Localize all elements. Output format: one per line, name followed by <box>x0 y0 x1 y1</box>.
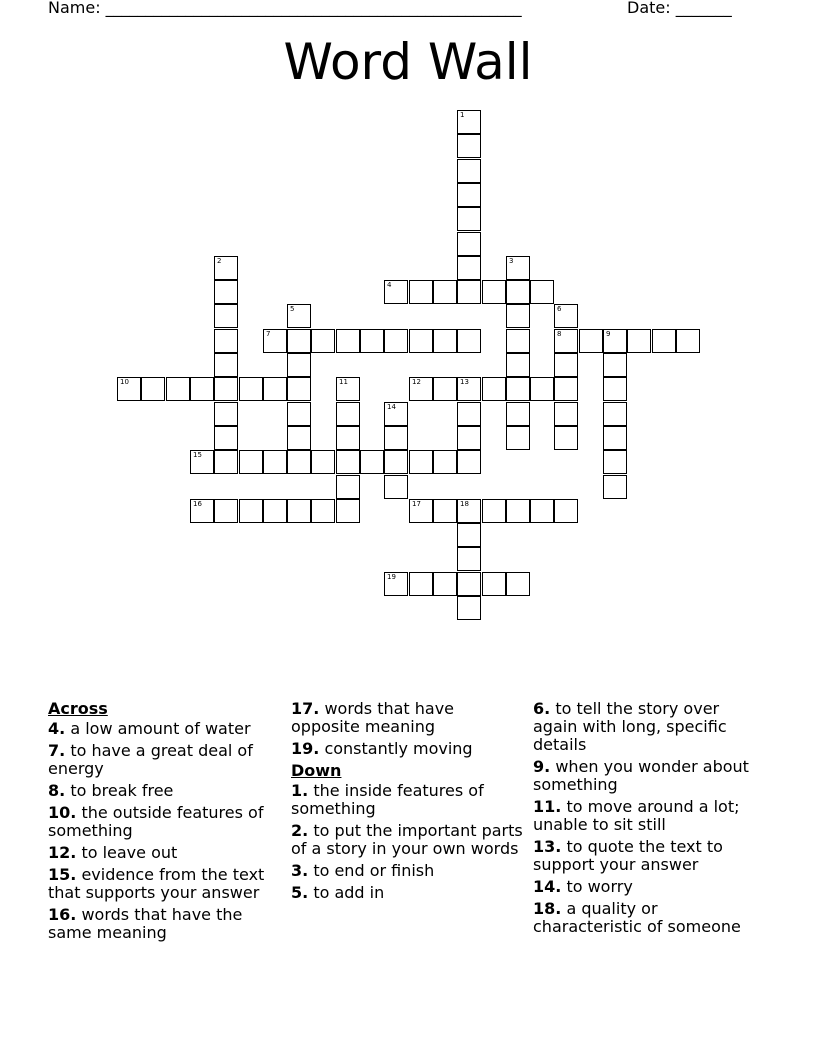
grid-cell[interactable] <box>214 329 238 353</box>
grid-cell[interactable] <box>457 134 481 158</box>
grid-cell[interactable] <box>336 475 360 499</box>
grid-cell[interactable] <box>409 329 433 353</box>
cell-number: 17 <box>412 500 421 508</box>
grid-cell[interactable] <box>311 450 335 474</box>
clue-across-15: 15. evidence from the text that supports your answer <box>48 865 265 902</box>
grid-cell[interactable] <box>603 450 627 474</box>
clue-across-4: 4. a low amount of water <box>48 719 251 738</box>
cell-number: 15 <box>193 451 202 459</box>
grid-cell[interactable] <box>263 377 287 401</box>
clue-across-8: 8. to break free <box>48 781 174 800</box>
clue-across-19: 19. constantly moving <box>291 739 473 758</box>
cell-number: 7 <box>266 330 271 338</box>
grid-cell[interactable] <box>287 377 311 401</box>
grid-cell[interactable] <box>554 499 578 523</box>
grid-cell[interactable] <box>457 547 481 571</box>
grid-cell[interactable] <box>360 329 384 353</box>
cell-number: 18 <box>460 500 469 508</box>
grid-cell[interactable] <box>506 256 530 280</box>
cell-number: 19 <box>387 573 396 581</box>
grid-cell[interactable] <box>311 329 335 353</box>
grid-cell[interactable] <box>554 426 578 450</box>
grid-cell[interactable] <box>336 377 360 401</box>
clue-down-3: 3. to end or finish <box>291 861 435 880</box>
clue-down-14: 14. to worry <box>533 877 633 896</box>
grid-cell[interactable] <box>506 280 530 304</box>
grid-cell[interactable] <box>287 402 311 426</box>
cell-number: 6 <box>557 305 562 313</box>
grid-cell[interactable] <box>263 499 287 523</box>
grid-cell[interactable] <box>409 499 433 523</box>
grid-cell[interactable] <box>457 402 481 426</box>
clue-down-5: 5. to add in <box>291 883 385 902</box>
grid-cell[interactable] <box>384 475 408 499</box>
grid-cell[interactable] <box>214 353 238 377</box>
grid-cell[interactable] <box>457 110 481 134</box>
name-field-label: Name: ____________________________________________________ <box>48 0 522 17</box>
grid-cell[interactable] <box>457 280 481 304</box>
grid-cell[interactable] <box>603 402 627 426</box>
grid-cell[interactable] <box>457 523 481 547</box>
grid-cell[interactable] <box>603 475 627 499</box>
grid-cell[interactable] <box>457 426 481 450</box>
grid-cell[interactable] <box>627 329 651 353</box>
clue-across-17: 17. words that have opposite meaning <box>291 699 455 736</box>
grid-cell[interactable] <box>384 329 408 353</box>
clue-across-10: 10. the outside features of something <box>48 803 264 840</box>
grid-cell[interactable] <box>287 329 311 353</box>
grid-cell[interactable] <box>166 377 190 401</box>
grid-cell[interactable] <box>287 304 311 328</box>
grid-cell[interactable] <box>603 377 627 401</box>
date-field-label: Date: _______ <box>627 0 732 17</box>
cell-number: 10 <box>120 378 129 386</box>
clue-column-1 <box>48 700 280 946</box>
grid-cell[interactable] <box>457 207 481 231</box>
cell-number: 8 <box>557 330 562 338</box>
grid-cell[interactable] <box>287 499 311 523</box>
clue-column-3 <box>533 700 765 940</box>
grid-cell[interactable] <box>311 499 335 523</box>
grid-cell[interactable] <box>457 159 481 183</box>
grid-cell[interactable] <box>482 572 506 596</box>
clue-down-9: 9. when you wonder about something <box>533 757 749 794</box>
grid-cell[interactable] <box>214 280 238 304</box>
grid-cell[interactable] <box>530 377 554 401</box>
grid-cell[interactable] <box>603 329 627 353</box>
grid-cell[interactable] <box>506 572 530 596</box>
grid-cell[interactable] <box>506 329 530 353</box>
grid-cell[interactable] <box>190 450 214 474</box>
grid-cell[interactable] <box>239 499 263 523</box>
grid-cell[interactable] <box>360 450 384 474</box>
grid-cell[interactable] <box>384 280 408 304</box>
grid-cell[interactable] <box>409 450 433 474</box>
clue-column-2 <box>291 700 523 906</box>
grid-cell[interactable] <box>384 426 408 450</box>
grid-cell[interactable] <box>336 329 360 353</box>
grid-cell[interactable] <box>214 256 238 280</box>
grid-cell[interactable] <box>336 450 360 474</box>
grid-cell[interactable] <box>554 304 578 328</box>
grid-cell[interactable] <box>506 304 530 328</box>
grid-cell[interactable] <box>457 450 481 474</box>
cell-number: 12 <box>412 378 421 386</box>
cell-number: 14 <box>387 403 396 411</box>
clue-across-7: 7. to have a great deal of energy <box>48 741 253 778</box>
cell-number: 5 <box>290 305 295 313</box>
clue-across-12: 12. to leave out <box>48 843 178 862</box>
clue-down-6: 6. to tell the story over again with long, specific details <box>533 699 727 754</box>
grid-cell[interactable] <box>433 499 457 523</box>
clue-across-16: 16. words that have the same meaning <box>48 905 243 942</box>
grid-cell[interactable] <box>676 329 700 353</box>
clue-down-2: 2. to put the important parts of a story in your own words <box>291 821 523 858</box>
cell-number: 13 <box>460 378 469 386</box>
grid-cell[interactable] <box>214 426 238 450</box>
down-heading: Down <box>291 761 342 780</box>
cell-number: 4 <box>387 281 392 289</box>
grid-cell[interactable] <box>457 256 481 280</box>
grid-cell[interactable] <box>554 329 578 353</box>
cell-number: 16 <box>193 500 202 508</box>
grid-cell[interactable] <box>506 353 530 377</box>
grid-cell[interactable] <box>433 280 457 304</box>
cell-number: 9 <box>606 330 611 338</box>
grid-cell[interactable] <box>506 402 530 426</box>
clue-down-18: 18. a quality or characteristic of someone <box>533 899 741 936</box>
grid-cell[interactable] <box>457 377 481 401</box>
grid-cell[interactable] <box>384 402 408 426</box>
clue-down-1: 1. the inside features of something <box>291 781 484 818</box>
grid-cell[interactable] <box>506 426 530 450</box>
grid-cell[interactable] <box>433 329 457 353</box>
grid-cell[interactable] <box>652 329 676 353</box>
cell-number: 3 <box>509 257 514 265</box>
grid-cell[interactable] <box>190 377 214 401</box>
grid-cell[interactable] <box>554 377 578 401</box>
grid-cell[interactable] <box>409 280 433 304</box>
grid-cell[interactable] <box>579 329 603 353</box>
across-heading: Across <box>48 699 108 718</box>
grid-cell[interactable] <box>530 280 554 304</box>
grid-cell[interactable] <box>433 450 457 474</box>
grid-cell[interactable] <box>433 377 457 401</box>
page-title: Word Wall <box>283 33 533 91</box>
grid-cell[interactable] <box>603 353 627 377</box>
grid-cell[interactable] <box>214 402 238 426</box>
cell-number: 1 <box>460 111 465 119</box>
grid-cell[interactable] <box>603 426 627 450</box>
grid-cell[interactable] <box>214 450 238 474</box>
grid-cell[interactable] <box>336 426 360 450</box>
grid-cell[interactable] <box>554 353 578 377</box>
grid-cell[interactable] <box>287 450 311 474</box>
clue-down-11: 11. to move around a lot; unable to sit still <box>533 797 740 834</box>
grid-cell[interactable] <box>336 402 360 426</box>
grid-cell[interactable] <box>409 572 433 596</box>
clue-down-13: 13. to quote the text to support your answer <box>533 837 723 874</box>
grid-cell[interactable] <box>384 450 408 474</box>
grid-cell[interactable] <box>384 572 408 596</box>
grid-cell[interactable] <box>457 596 481 620</box>
grid-cell[interactable] <box>117 377 141 401</box>
grid-cell[interactable] <box>457 499 481 523</box>
grid-cell[interactable] <box>482 499 506 523</box>
grid-cell[interactable] <box>287 426 311 450</box>
grid-cell[interactable] <box>409 377 433 401</box>
grid-cell[interactable] <box>263 450 287 474</box>
grid-cell[interactable] <box>530 499 554 523</box>
grid-cell[interactable] <box>214 499 238 523</box>
grid-cell[interactable] <box>287 353 311 377</box>
cell-number: 2 <box>217 257 222 265</box>
grid-cell[interactable] <box>457 329 481 353</box>
grid-cell[interactable] <box>506 377 530 401</box>
grid-cell[interactable] <box>482 280 506 304</box>
grid-cell[interactable] <box>263 329 287 353</box>
grid-cell[interactable] <box>239 377 263 401</box>
grid-cell[interactable] <box>336 499 360 523</box>
grid-cell[interactable] <box>506 499 530 523</box>
grid-cell[interactable] <box>482 377 506 401</box>
grid-cell[interactable] <box>457 232 481 256</box>
grid-cell[interactable] <box>457 572 481 596</box>
grid-cell[interactable] <box>214 304 238 328</box>
grid-cell[interactable] <box>190 499 214 523</box>
grid-cell[interactable] <box>433 572 457 596</box>
grid-cell[interactable] <box>457 183 481 207</box>
grid-cell[interactable] <box>554 402 578 426</box>
grid-cell[interactable] <box>239 450 263 474</box>
grid-cell[interactable] <box>214 377 238 401</box>
grid-cell[interactable] <box>141 377 165 401</box>
cell-number: 11 <box>339 378 348 386</box>
